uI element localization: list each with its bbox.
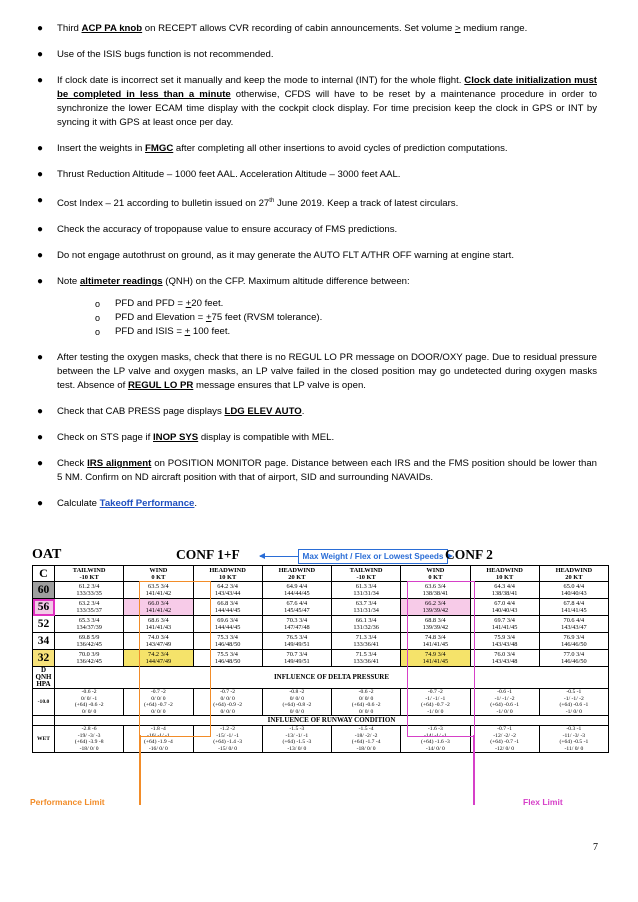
emphasis-text: INOP SYS bbox=[153, 432, 199, 444]
oat-value: 52 bbox=[33, 616, 55, 633]
table-cell: 74.9 3/4 141/41/45 bbox=[401, 650, 470, 667]
list-item bbox=[37, 48, 597, 62]
bullet-icon: ● bbox=[37, 224, 44, 236]
c-unit-label: C bbox=[33, 566, 55, 582]
bullet-text: Third bbox=[57, 23, 82, 34]
flex-limit-label: Flex Limit bbox=[523, 797, 563, 807]
bullet-icon: ● bbox=[37, 352, 44, 364]
sub-item-text: 20 feet. bbox=[191, 298, 224, 310]
section-title: INFLUENCE OF DELTA PRESSURE bbox=[55, 667, 609, 689]
table-cell: 66.8 3/4 144/44/45 bbox=[193, 599, 262, 616]
conf1-title: CONF 1+F bbox=[176, 547, 240, 562]
flex-limit-leader bbox=[473, 735, 475, 805]
runway-condition-row bbox=[33, 726, 609, 753]
table-cell: 75.3 3/4 146/48/50 bbox=[193, 633, 262, 650]
table-cell: -1.5 -3 -13/ -1/ -1 (+64) -1.5 -3 -13/ 0/ 0 bbox=[262, 726, 331, 753]
table-cell: 70.6 4/4 143/43/47 bbox=[539, 616, 608, 633]
page-number: 7 bbox=[593, 842, 598, 853]
column-header: HEADWIND 10 KT bbox=[470, 566, 539, 582]
table-cell: 67.6 4/4 145/45/47 bbox=[262, 599, 331, 616]
table-cell: 63.5 3/4 141/41/42 bbox=[124, 582, 193, 599]
underlined-symbol: + bbox=[184, 326, 191, 338]
emphasis-text: LDG ELEV AUTO bbox=[224, 406, 302, 418]
table-cell: -0.6 -1 -1/ -1/ -2 (+64) -0.6 -1 -1/ 0/ 0 bbox=[470, 689, 539, 716]
table-row bbox=[33, 599, 609, 616]
bullet-text: Check that CAB PRESS page displays bbox=[57, 406, 225, 418]
section-title: INFLUENCE OF RUNWAY CONDITION bbox=[55, 716, 609, 726]
table-cell: 75.5 3/4 146/48/50 bbox=[193, 650, 262, 667]
table-cell: 71.5 3/4 133/36/41 bbox=[332, 650, 401, 667]
bullet-text: after completing all other insertions to avoid cycles of prediction computations. bbox=[173, 143, 508, 154]
oat-label: OAT bbox=[32, 547, 62, 562]
list-item bbox=[37, 405, 597, 419]
oat-value: 56 bbox=[33, 599, 55, 616]
bullet-icon: ● bbox=[37, 23, 44, 34]
bullet-icon: ● bbox=[37, 406, 44, 418]
table-cell: -0.5 -1 -1/ -1/ -2 (+64) -0.6 -1 -1/ 0/ 0 bbox=[539, 689, 608, 716]
table-cell: 70.7 3/4 149/49/51 bbox=[262, 650, 331, 667]
table-row bbox=[33, 650, 609, 667]
row-label: WET bbox=[33, 726, 55, 753]
table-cell: 66.2 3/4 139/39/42 bbox=[401, 599, 470, 616]
performance-grid bbox=[32, 565, 609, 753]
list-item bbox=[37, 497, 597, 511]
sub-item-text: PFD and PFD = bbox=[115, 298, 186, 310]
column-header: TAILWIND -10 KT bbox=[332, 566, 401, 582]
emphasis-text: FMGC bbox=[145, 143, 174, 154]
table-cell: -0.3 -1 -11/ -3/ -3 (+64) -0.5 -1 -11/ 0/ 0 bbox=[539, 726, 608, 753]
emphasis-text: REGUL LO PR bbox=[127, 380, 194, 392]
table-cell: 63.2 3/4 133/35/37 bbox=[55, 599, 124, 616]
delta-pressure-row bbox=[33, 689, 609, 716]
table-cell: -0.8 -2 0/ 0/ 0 (+64) -0.8 -2 0/ 0/ 0 bbox=[262, 689, 331, 716]
oat-value: 34 bbox=[33, 633, 55, 650]
table-cell: -0.6 -2 0/ 0/ 0 (+64) -0.6 -2 0/ 0/ 0 bbox=[332, 689, 401, 716]
bullet-icon: ● bbox=[37, 169, 44, 180]
table-cell: -0.7 -2 -1/ -1/ -1 (+64) -0.7 -2 -1/ 0/ 0 bbox=[401, 689, 470, 716]
oat-value: 32 bbox=[33, 650, 55, 667]
bullet-text: After testing the oxygen masks, check that there is no REGUL LO PR message on DOOR/OXY page. Due to residual pressure between the LP valve and oxygen masks, an LP valve failed in the closed position may go undetected during oxygen masks test. Absence of bbox=[57, 352, 597, 392]
table-cell: 64.3 4/4 138/38/41 bbox=[470, 582, 539, 599]
list-item bbox=[37, 22, 597, 36]
bullet-list bbox=[37, 22, 597, 523]
bullet-icon: ● bbox=[37, 432, 44, 444]
table-cell: 63.7 3/4 131/31/34 bbox=[332, 599, 401, 616]
sub-item-text: 100 feet. bbox=[190, 326, 231, 338]
performance-limit-label: Performance Limit bbox=[30, 797, 105, 807]
column-header: WIND 0 KT bbox=[401, 566, 470, 582]
column-header: TAILWIND -10 KT bbox=[55, 566, 124, 582]
table-cell: 74.8 3/4 141/41/45 bbox=[401, 633, 470, 650]
table-cell: -1.5 -4 -18/ -2/ -2 (+64) -1.7 -4 -18/ 0/ 0 bbox=[332, 726, 401, 753]
header-row bbox=[33, 566, 609, 582]
table-cell: -0.7 -2 0/ 0/ 0 (+64) -0.9 -2 0/ 0/ 0 bbox=[193, 689, 262, 716]
bullet-text: otherwise, CFDS will have to be reset by a maintenance procedure in order to synchronize the lower ECAM time display with the cockpit clock display. For time precision keep the clock in GPS or INT by syncing it with GPS at least once per day. bbox=[57, 89, 597, 128]
bullet-text: Check bbox=[57, 458, 88, 470]
max-weight-callout: Max Weight / Flex or Lowest Speeds bbox=[298, 549, 448, 564]
bullet-icon: ● bbox=[37, 498, 44, 510]
table-cell: -0.7 -1 -12/ -2/ -2 (+64) -0.7 -1 -12/ 0/ 0 bbox=[470, 726, 539, 753]
sub-item-text: 75 feet (RVSM tolerance). bbox=[211, 312, 323, 324]
bullet-icon: ● bbox=[37, 75, 44, 86]
table-cell: 76.9 3/4 146/46/50 bbox=[539, 633, 608, 650]
table-cell: 68.8 3/4 139/39/42 bbox=[401, 616, 470, 633]
superscript: th bbox=[269, 198, 275, 204]
table-cell: 67.8 4/4 141/41/45 bbox=[539, 599, 608, 616]
table-cell: 74.0 3/4 143/47/49 bbox=[124, 633, 193, 650]
bullet-icon: ● bbox=[37, 458, 44, 470]
list-item bbox=[37, 275, 597, 339]
table-cell: 61.2 3/4 133/33/35 bbox=[55, 582, 124, 599]
column-header: HEADWIND 20 KT bbox=[539, 566, 608, 582]
row-label: -10.0 bbox=[33, 689, 55, 716]
circle-bullet-icon: o bbox=[95, 313, 101, 324]
bullet-text: (QNH) on the CFP. Maximum altitude difference between: bbox=[162, 276, 410, 288]
emphasis-text: Clock date initialization must be completed in less than a minute bbox=[57, 75, 597, 100]
bullet-text: Insert the weights in bbox=[57, 143, 145, 154]
list-item bbox=[37, 457, 597, 485]
table-cell: 68.6 3/4 141/41/43 bbox=[124, 616, 193, 633]
table-cell: -2.8 -6 -19/ -3/ -3 (+64) -3.9 -8 -18/ 0/ 0 bbox=[55, 726, 124, 753]
table-cell: 77.0 3/4 146/46/50 bbox=[539, 650, 608, 667]
table-row bbox=[33, 633, 609, 650]
table-row bbox=[33, 582, 609, 599]
table-cell: 75.9 3/4 143/43/48 bbox=[470, 633, 539, 650]
bullet-icon: ● bbox=[37, 276, 44, 288]
delta-pressure-header bbox=[33, 667, 609, 689]
bullet-icon: ● bbox=[37, 143, 44, 154]
list-item bbox=[37, 168, 597, 182]
table-cell: 71.3 3/4 133/36/41 bbox=[332, 633, 401, 650]
sub-list-item bbox=[95, 325, 597, 339]
takeoff-performance-table bbox=[32, 547, 608, 792]
bullet-icon: ● bbox=[37, 195, 44, 206]
table-cell: 66.0 3/4 141/41/42 bbox=[124, 599, 193, 616]
table-cell: 76.5 3/4 149/49/51 bbox=[262, 633, 331, 650]
emphasis-text: IRS alignment bbox=[87, 458, 152, 470]
list-item bbox=[37, 74, 597, 130]
bullet-text: Cost Index – 21 according to bulletin issued on 27 bbox=[57, 198, 270, 210]
list-item bbox=[37, 431, 597, 445]
table-cell: 61.3 3/4 131/31/34 bbox=[332, 582, 401, 599]
sub-list-item bbox=[95, 311, 597, 325]
sub-item-text: PFD and Elevation = bbox=[115, 312, 206, 324]
bullet-text: . bbox=[301, 406, 305, 418]
sub-item-text: PFD and ISIS = bbox=[115, 326, 185, 338]
table-cell: 64.2 3/4 143/43/44 bbox=[193, 582, 262, 599]
bullet-icon: ● bbox=[37, 49, 44, 60]
row-label: D QNH HPA bbox=[33, 667, 55, 689]
bullet-text: Do not engage autothrust on ground, as it may generate the AUTO FLT A/THR OFF warning at engine start. bbox=[57, 250, 515, 262]
sub-list bbox=[57, 297, 597, 339]
list-item bbox=[37, 142, 597, 156]
list-item bbox=[37, 194, 597, 211]
bullet-text: display is compatible with MEL. bbox=[198, 432, 335, 444]
emphasis-text: ACP PA knob bbox=[81, 23, 143, 34]
table-cell: 69.8 5/9 136/42/45 bbox=[55, 633, 124, 650]
column-header: HEADWIND 20 KT bbox=[262, 566, 331, 582]
table-cell: -1.6 -3 -14/ -1/ -1 (+64) -1.6 -3 -14/ 0/ 0 bbox=[401, 726, 470, 753]
list-item bbox=[37, 249, 597, 263]
underlined-symbol: + bbox=[205, 312, 212, 324]
bullet-text: Use of the ISIS bugs function is not recommended. bbox=[57, 49, 274, 60]
conf2-title: CONF 2 bbox=[445, 547, 493, 562]
table-cell: 64.9 4/4 144/44/45 bbox=[262, 582, 331, 599]
table-cell: 69.6 3/4 144/44/45 bbox=[193, 616, 262, 633]
list-item bbox=[37, 351, 597, 393]
row-label bbox=[33, 716, 55, 726]
bullet-text: . bbox=[194, 498, 198, 510]
table-cell: 70.0 3/9 136/42/45 bbox=[55, 650, 124, 667]
table-row bbox=[33, 616, 609, 633]
oat-value: 60 bbox=[33, 582, 55, 599]
sub-list-item bbox=[95, 297, 597, 311]
bullet-text: Thrust Reduction Altitude – 1000 feet AAL. Acceleration Altitude – 3000 feet AAL. bbox=[57, 169, 401, 180]
table-cell: 69.7 3/4 141/41/45 bbox=[470, 616, 539, 633]
bullet-text: medium range. bbox=[460, 23, 528, 34]
bullet-text: on POSITION MONITOR page. Distance between each IRS and the FMS position should be lower than 5 NM. Confirm on ND aircraft position with that of airport, SID and surrounding NAVAIDs. bbox=[57, 458, 598, 484]
underlined-symbol: + bbox=[185, 298, 192, 310]
table-cell: 65.0 4/4 140/40/43 bbox=[539, 582, 608, 599]
table-cell: 70.3 3/4 147/47/48 bbox=[262, 616, 331, 633]
performance-limit-leader bbox=[139, 735, 141, 805]
bullet-text: Check the accuracy of tropopause value to ensure accuracy of FMS predictions. bbox=[57, 224, 398, 236]
table-cell: 63.6 3/4 138/38/41 bbox=[401, 582, 470, 599]
underlined-symbol: > bbox=[454, 23, 461, 34]
table-cell: -1.2 -2 -15/ -1/ -1 (+64) -1.4 -3 -15/ 0/ 0 bbox=[193, 726, 262, 753]
table-cell: 65.3 3/4 134/37/39 bbox=[55, 616, 124, 633]
table-cell: -0.6 -2 0/ 0/ -1 (+64) -0.6 -2 0/ 0/ 0 bbox=[55, 689, 124, 716]
table-cell: -1.8 -4 -16/ -1/ -1 (+64) -1.9 -4 -16/ 0/ 0 bbox=[124, 726, 193, 753]
bullet-text: message ensures that LP valve is open. bbox=[193, 380, 366, 392]
table-cell: 74.2 3/4 144/47/49 bbox=[124, 650, 193, 667]
takeoff-performance-link[interactable]: Takeoff Performance bbox=[99, 498, 195, 510]
bullet-text: Calculate bbox=[57, 498, 100, 510]
bullet-text: on RECEPT allows CVR recording of cabin announcements. Set volume bbox=[142, 23, 455, 34]
table-header-row bbox=[32, 547, 608, 565]
list-item bbox=[37, 223, 597, 237]
circle-bullet-icon: o bbox=[95, 299, 101, 310]
runway-condition-header bbox=[33, 716, 609, 726]
arrow-left-icon bbox=[260, 556, 298, 557]
bullet-text: June 2019. Keep a track of latest circulars. bbox=[274, 198, 459, 210]
bullet-icon: ● bbox=[37, 250, 44, 262]
table-cell: 76.0 3/4 143/43/48 bbox=[470, 650, 539, 667]
emphasis-text: altimeter readings bbox=[79, 276, 163, 288]
table-cell: -0.7 -2 0/ 0/ 0 (+64) -0.7 -2 0/ 0/ 0 bbox=[124, 689, 193, 716]
table-cell: 66.1 3/4 131/32/36 bbox=[332, 616, 401, 633]
bullet-text: If clock date is incorrect set it manually and keep the mode to internal (INT) for the whole flight. bbox=[57, 75, 465, 86]
bullet-text: Note bbox=[57, 276, 80, 288]
column-header: HEADWIND 10 KT bbox=[193, 566, 262, 582]
table-cell: 67.0 4/4 140/40/43 bbox=[470, 599, 539, 616]
column-header: WIND 0 KT bbox=[124, 566, 193, 582]
circle-bullet-icon: o bbox=[95, 327, 101, 338]
bullet-text: Check on STS page if bbox=[57, 432, 153, 444]
